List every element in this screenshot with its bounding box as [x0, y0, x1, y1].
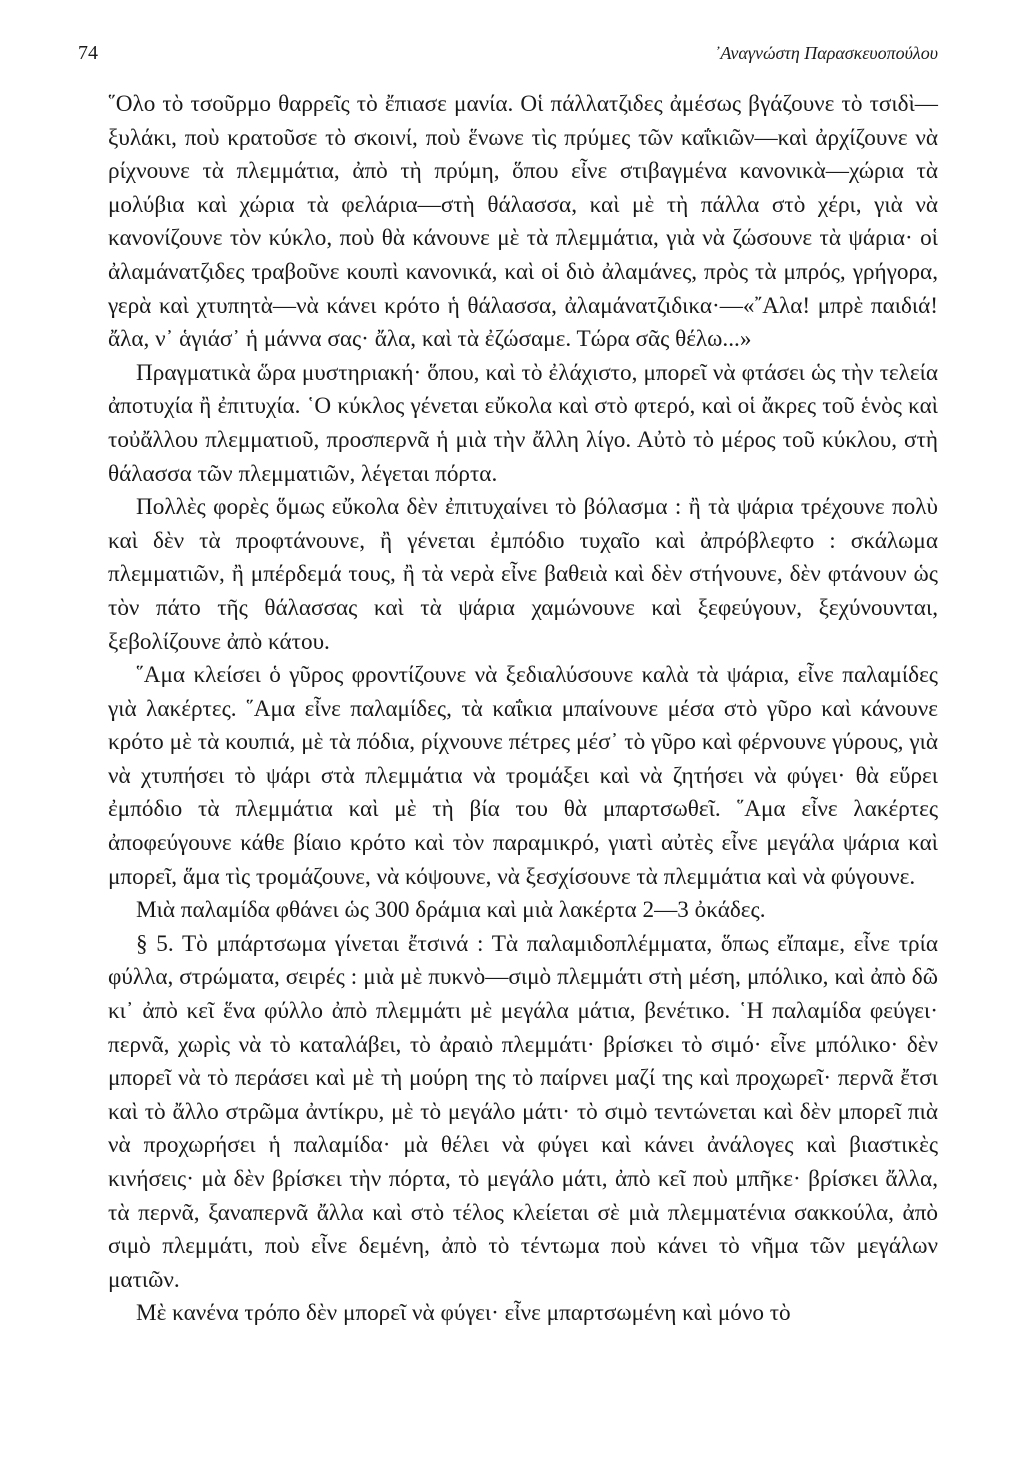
- paragraph: Μὲ κανένα τρόπο δὲν μπορεῖ νὰ φύγει· εἶνε μπαρτσωμένη καὶ μόνο τὸ: [136, 1300, 791, 1327]
- paragraph: Πραγματικὰ ὥρα μυστηριακή· ὅπου, καὶ τὸ ἐλάχιστο, μπορεῖ νὰ φτάσει ὡς τὴν τελεία ἀποτυχία ἢ ἐπιτυχία. ῾Ο κύκλος γένεται εὔκολα καὶ στὸ φτερό, καὶ οἱ ἄκρες τοῦ ἑνὸς καὶ τοὐἄλλου πλεμματιοῦ, προσπερνᾶ ἡ μιὰ τὴν ἄλλη λίγο. Αὐτὸ τὸ μέρος τοῦ κύκλου, στὴ θάλασσα τῶν πλεμματιῶν, λέγεται πόρτα.: [108, 359, 938, 487]
- paragraph: Πολλὲς φορὲς ὅμως εὔκολα δὲν ἐπιτυχαίνει τὸ βόλασμα : ἢ τὰ ψάρια τρέχουνε πολὺ καὶ δὲν τὰ προφτάνουνε, ἢ γένεται ἐμπόδιο τυχαῖο καὶ ἀπρόβλεφτο : σκάλωμα πλεμματιῶν, ἢ μπέρδεμά τους, ἢ τὰ νερὰ εἶνε βαθειὰ καὶ δὲν στήνουνε, δὲν φτάνουν ὡς τὸν πάτο τῆς θάλασσας καὶ τὰ ψάρια χαμώνουνε καὶ ξεφεύγουν, ξεχύνουνται, ξεβολίζουνε ἀπὸ κάτου.: [108, 494, 938, 655]
- paragraph: ῞Αμα κλείσει ὁ γῦρος φροντίζουνε νὰ ξεδιαλύσουνε καλὰ τὰ ψάρια, εἶνε παλαμίδες γιὰ λακέρτες. ῞Αμα εἶνε παλαμίδες, τὰ καΐκια μπαίνουνε μέσα στὸ γῦρο καὶ κάνουνε κρότο μὲ τὰ κουπιά, μὲ τὰ πόδια, ρίχνουνε πέτρες μέσ᾿ τὸ γῦρο καὶ φέρνουνε γύρους, γιὰ νὰ χτυπήσει τὸ ψάρι στὰ πλεμμάτια νὰ τρομάξει καὶ νὰ ζητήσει νὰ φύγει· θὰ εὕρει ἐμπόδιο τὰ πλεμμάτια καὶ μὲ τὴ βία του θὰ μπαρτσωθεῖ. ῞Αμα εἶνε λακέρτες ἀποφεύγουνε κάθε βίαιο κρότο καὶ τὸν παραμικρό, γιατὶ αὐτὲς εἶνε μεγάλα ψάρια καὶ μπορεῖ, ἅμα τὶς τρομάζουνε, νὰ κόψουνε, νὰ ξεσχίσουνε τὰ πλεμμάτια καὶ νὰ φύγουνε.: [108, 662, 938, 890]
- page-number: 74: [78, 42, 98, 64]
- body-text: [108, 88, 938, 1331]
- paragraph: Μιὰ παλαμίδα φθάνει ὡς 300 δράμια καὶ μιὰ λακέρτα 2—3 ὀκάδες.: [136, 897, 766, 924]
- page-header: [78, 42, 938, 84]
- paragraph: ῞Ολο τὸ τσοῦρμο θαρρεῖς τὸ ἔπιασε μανία. Οἱ πάλλατζιδες ἀμέσως βγάζουνε τὸ τσιδὶ—ξυλάκι, ποὺ κρατοῦσε τὸ σκοινί, ποὺ ἕνωνε τὶς πρύμες τῶν καΐκιῶν—καὶ ἀρχίζουνε νὰ ρίχνουνε τὰ πλεμμάτια, ἀπὸ τὴ πρύμη, ὅπου εἶνε στιβαγμένα κανονικὰ—χώρια τὰ μολύβια καὶ χώρια τὰ φελάρια—στὴ θάλασσα, καὶ μὲ τὴ πάλλα στὸ χέρι, γιὰ νὰ κανονίζουνε τὸν κύκλο, ποὺ θὰ κάνουνε μὲ τὰ πλεμμάτια, γιὰ νὰ ζώσουνε τὰ ψάρια· οἱ ἀλαμάνατζιδες τραβοῦνε κουπὶ κανονικά, καὶ οἱ διὸ ἀλαμάνες, πρὸς τὰ μπρός, γρήγορα, γερὰ καὶ χτυπητὰ—νὰ κάνει κρότο ἡ θάλασσα, ἀλαμάνατζιδικα·—«῎Αλα! μπρὲ παιδιά! ἄλα, ν᾿ ἁγιάσ᾿ ἡ μάννα σας· ἄλα, καὶ τὰ ἐζώσαμε. Τώρα σᾶς θέλω...»: [108, 91, 938, 353]
- running-head: ᾿Αναγνώστη Παρασκευοπούλου: [714, 43, 938, 63]
- book-page: [78, 42, 938, 1331]
- section-paragraph: § 5. Τὸ μπάρτσωμα γίνεται ἔτσινά : Τὰ παλαμιδοπλέμματα, ὅπως εἴπαμε, εἶνε τρία φύλλα, στρώματα, σειρές : μιὰ μὲ πυκνὸ—σιμὸ πλεμμάτι στὴ μέση, μπόλικο, καὶ ἀπὸ δῶ κι᾿ ἀπὸ κεῖ ἕνα φύλλο ἀπὸ πλεμμάτι μὲ μεγάλα μάτια, βενέτικο. ῾Η παλαμίδα φεύγει· περνᾶ, χωρὶς νὰ τὸ καταλάβει, τὸ ἀραιὸ πλεμμάτι· βρίσκει τὸ σιμό· εἶνε μπόλικο· δὲν μπορεῖ νὰ τὸ περάσει καὶ μὲ τὴ μούρη της τὸ παίρνει μαζί της καὶ προχωρεῖ· περνᾶ ἔτσι καὶ τὸ ἄλλο στρῶμα ἀντίκρυ, μὲ τὸ μεγάλο μάτι· τὸ σιμὸ τεντώνεται καὶ δὲν μπορεῖ πιὰ νὰ προχωρήσει ἡ παλαμίδα· μὰ θέλει νὰ φύγει καὶ κάνει ἀνάλογες καὶ βιαστικὲς κινήσεις· μὰ δὲν βρίσκει τὴν πόρτα, τὸ μεγάλο μάτι, ἀπὸ κεῖ ποὺ μπῆκε· βρίσκει ἄλλα, τὰ περνᾶ, ξαναπερνᾶ ἄλλα καὶ στὸ τέλος κλείεται σὲ μιὰ πλεμματένια σακκούλα, ἀπὸ σιμὸ πλεμμάτι, ποὺ εἶνε δεμένη, ἀπὸ τὸ τέντωμα ποὺ κάνει τὸ νῆμα τῶν μεγάλων ματιῶν.: [108, 930, 938, 1293]
